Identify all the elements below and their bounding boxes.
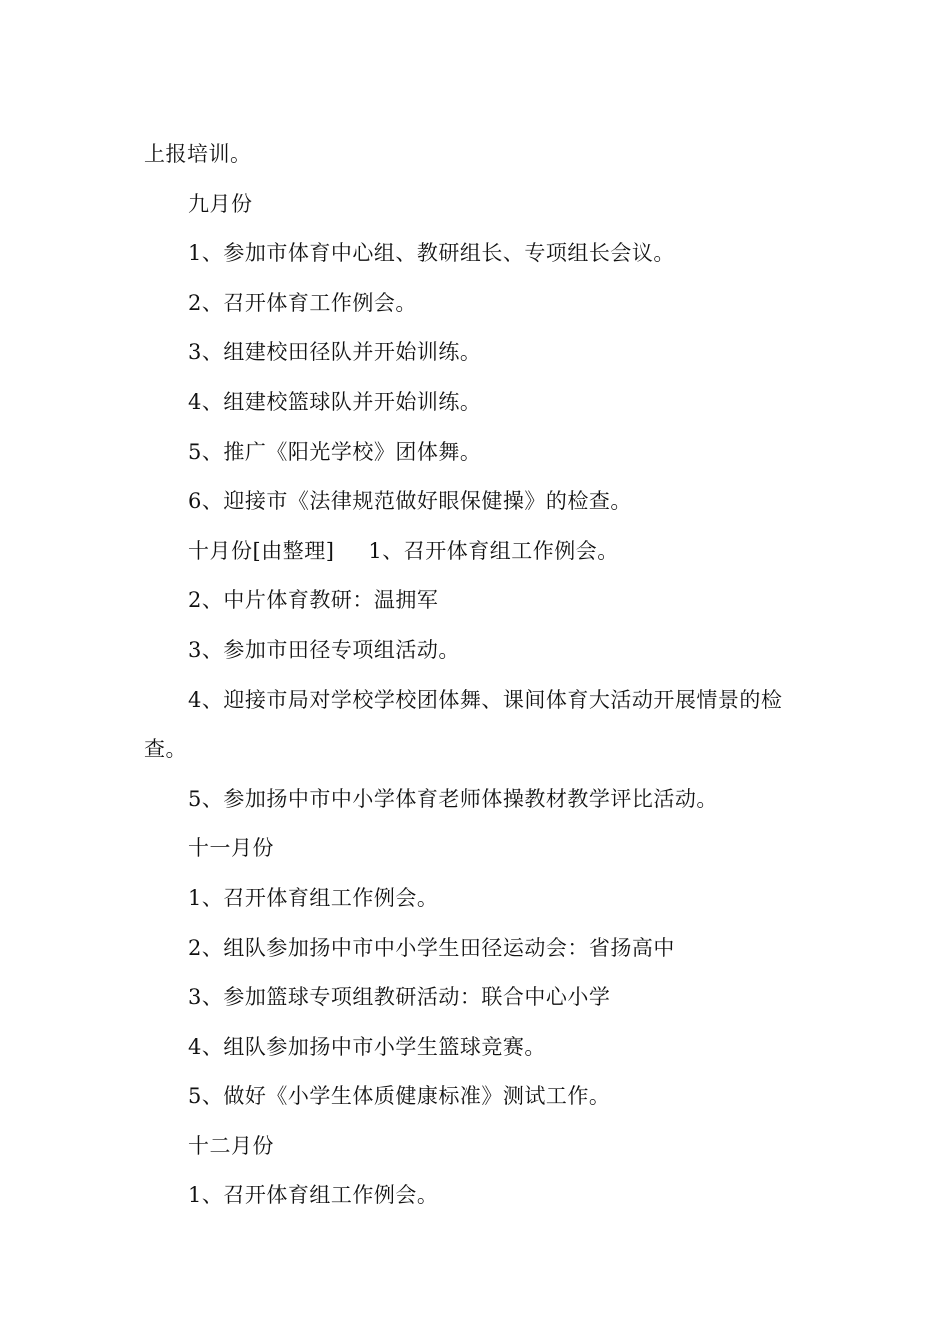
list-item: 4、组队参加扬中市小学生篮球竞赛。 xyxy=(188,1034,546,1059)
list-item: 2、中片体育教研：温拥军 xyxy=(188,588,439,613)
list-item: 1、召开体育组工作例会。 xyxy=(368,538,619,563)
list-item-continuation: 查。 xyxy=(144,737,187,762)
section-heading-november: 十一月份 xyxy=(188,836,274,861)
list-item: 2、召开体育工作例会。 xyxy=(188,290,417,315)
text-line: 上报培训。 xyxy=(144,142,252,166)
list-item: 2、组队参加扬中市中小学生田径运动会：省扬高中 xyxy=(188,935,675,960)
document-body xyxy=(144,130,809,1221)
list-item: 5、推广《阳光学校》团体舞。 xyxy=(188,439,482,464)
list-item: 3、参加篮球专项组教研活动：联合中心小学 xyxy=(188,985,611,1010)
list-item: 3、组建校田径队并开始训练。 xyxy=(188,340,482,365)
list-item: 1、参加市体育中心组、教研组长、专项组长会议。 xyxy=(188,241,675,266)
list-item: 6、迎接市《法律规范做好眼保健操》的检查。 xyxy=(188,489,632,514)
list-item: 1、召开体育组工作例会。 xyxy=(188,885,439,910)
section-heading-october-row xyxy=(144,527,809,577)
section-heading-september: 九月份 xyxy=(188,191,253,216)
section-heading-october: 十月份[由整理] xyxy=(188,538,335,563)
list-item: 1、召开体育组工作例会。 xyxy=(188,1183,439,1208)
list-item: 5、做好《小学生体质健康标准》测试工作。 xyxy=(188,1084,611,1109)
list-item: 4、迎接市局对学校学校团体舞、课间体育大活动开展情景的检 xyxy=(188,687,783,712)
list-item: 5、参加扬中市中小学体育老师体操教材教学评比活动。 xyxy=(188,786,718,811)
section-heading-december: 十二月份 xyxy=(188,1133,274,1158)
list-item: 3、参加市田径专项组活动。 xyxy=(188,637,460,662)
list-item: 4、组建校篮球队并开始训练。 xyxy=(188,389,482,414)
